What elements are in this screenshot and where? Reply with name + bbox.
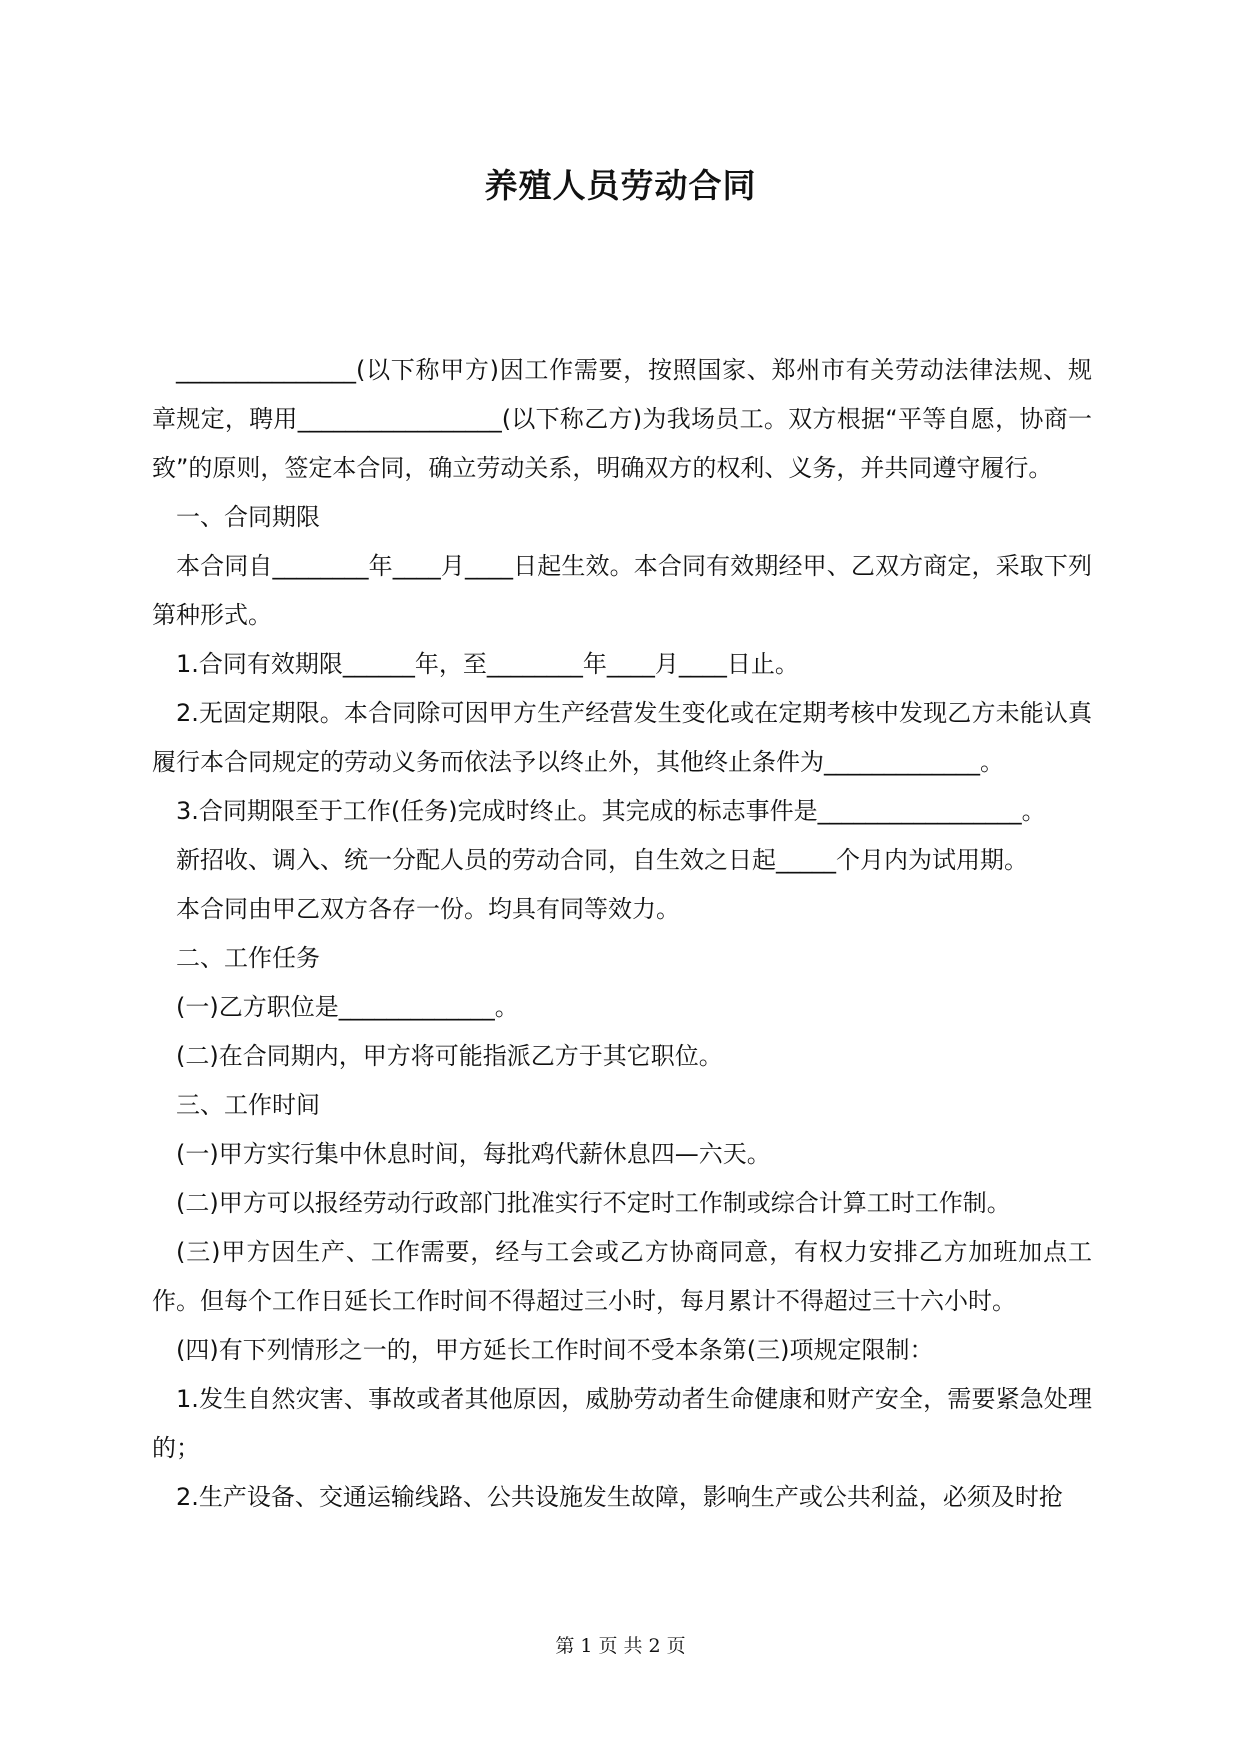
paragraph-overtime: (三)甲方因生产、工作需要，经与工会或乙方协商同意，有权力安排乙方加班加点工作。但每个工作日延长工作时间不得超过三小时，每月累计不得超过三十六小时。 — [152, 1238, 1092, 1315]
paragraph-effective-date: 本合同自________年____月____日起生效。本合同有效期经甲、乙双方商定，采取下列第种形式。 — [152, 552, 1092, 629]
paragraph-position: (一)乙方职位是_____________。 — [176, 993, 519, 1021]
paragraph-exception-disaster: 1.发生自然灾害、事故或者其他原因，威胁劳动者生命健康和财产安全，需要紧急处理的； — [152, 1385, 1092, 1462]
paragraph-preamble: _______________(以下称甲方)因工作需要，按照国家、郑州市有关劳动法律法规、规章规定，聘用_________________(以下称乙方)为我场员工。双方根据“平等自愿，协商一致”的原则，签定本合同，确立劳动关系，明确双方的权利、义务，并共同遵守履行。 — [152, 356, 1092, 482]
paragraph-copies: 本合同由甲乙双方各存一份。均具有同等效力。 — [176, 895, 680, 923]
section-heading-contract-term: 一、合同期限 — [176, 503, 320, 531]
paragraph-reassignment: (二)在合同期内，甲方将可能指派乙方于其它职位。 — [176, 1042, 723, 1070]
paragraph-task-term: 3.合同期限至于工作(任务)完成时终止。其完成的标志事件是_________________。 — [176, 797, 1046, 825]
page-footer: 第 1 页 共 2 页 — [555, 1635, 686, 1657]
paragraph-overtime-exceptions: (四)有下列情形之一的，甲方延长工作时间不受本条第(三)项规定限制： — [176, 1336, 934, 1364]
paragraph-rest-period: (一)甲方实行集中休息时间，每批鸡代薪休息四—六天。 — [176, 1140, 771, 1168]
paragraph-probation: 新招收、调入、统一分配人员的劳动合同，自生效之日起_____个月内为试用期。 — [176, 846, 1028, 874]
page-title: 养殖人员劳动合同 — [484, 166, 757, 205]
paragraph-work-system: (二)甲方可以报经劳动行政部门批准实行不定时工作制或综合计算工时工作制。 — [176, 1189, 1011, 1217]
document-body — [152, 346, 1092, 1522]
paragraph-fixed-term: 1.合同有效期限______年，至________年____月____日止。 — [176, 650, 799, 678]
paragraph-exception-equipment: 2.生产设备、交通运输线路、公共设施发生故障，影响生产或公共利益，必须及时抢 — [176, 1483, 1063, 1511]
paragraph-open-term: 2.无固定期限。本合同除可因甲方生产经营发生变化或在定期考核中发现乙方未能认真履行本合同规定的劳动义务而依法予以终止外，其他终止条件为_____________。 — [152, 699, 1092, 776]
section-heading-work-hours: 三、工作时间 — [176, 1091, 320, 1119]
section-heading-work-tasks: 二、工作任务 — [176, 944, 320, 972]
